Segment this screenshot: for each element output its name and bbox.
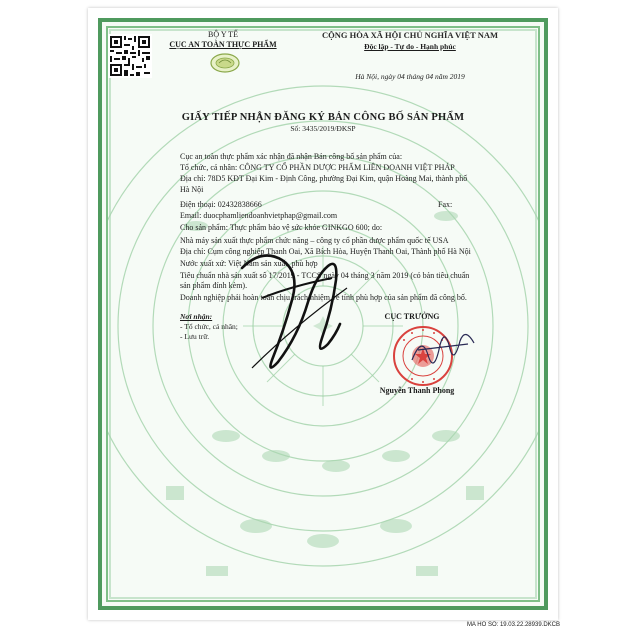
email-line (180, 211, 337, 221)
dossier-code: MA HO SO: 19.03.22.28939.DKCB (466, 622, 560, 628)
department-logo-icon (209, 52, 241, 74)
document-number: Số: 3435/2019/ĐKSP (290, 124, 356, 133)
address-line-2: Hà Nội (180, 185, 204, 194)
intro-line: Cục an toàn thực phẩm xác nhận đã nhận Bản công bố sản phẩm của: (180, 152, 403, 161)
manufacturer-line: Nhà máy sản xuất thực phẩm chức năng – công ty cổ phần dược phẩm quốc tế USA (180, 236, 449, 245)
address-line-1: Địa chỉ: 78D5 KĐT Đại Kim - Định Công, phường Đại Kim, quận Hoàng Mai, thành phố (180, 174, 468, 183)
place-date: Hà Nội, ngày 04 tháng 04 năm 2019 (355, 72, 465, 81)
recipients-label: Nơi nhận: (180, 312, 213, 321)
origin-line: Nước xuất xứ: Việt Nam sản xuất, phù hợp (180, 259, 318, 268)
recipient-item: - Tổ chức, cá nhân; (180, 322, 238, 331)
email-label: Email: (180, 211, 202, 220)
manufacturer-address-line: Địa chỉ: Cụm công nghiệp Thanh Oai, Xã Bích Hòa, Huyện Thanh Oai, Thành phố Hà Nội (180, 247, 471, 256)
fax-line: Fax: (438, 200, 453, 209)
responsibility-line: Doanh nghiệp phải hoàn toàn chịu trách nhiệm về tính phù hợp của sản phẩm đã công bố. (180, 293, 467, 302)
recipients-block (180, 312, 238, 342)
ministry-name: BỘ Y TẾ (208, 30, 238, 39)
recipient-item: - Lưu trữ. (180, 332, 210, 341)
organization-line: Tổ chức, cá nhân: CÔNG TY CỔ PHẦN DƯỢC PHẨM LIÊN DOANH VIỆT PHÁP (180, 163, 455, 172)
email-value: duocphamliendoanhvietphap@gmail.com (203, 211, 338, 220)
director-signature (410, 330, 480, 370)
national-motto: Độc lập - Tự do - Hạnh phúc (364, 42, 456, 51)
standard-line-2: sản phẩm đính kèm). (180, 281, 248, 290)
handwritten-signature-overlay (232, 228, 352, 378)
signer-position: CỤC TRƯỞNG (384, 312, 440, 321)
qr-code (108, 34, 152, 78)
signer-name: Nguyễn Thanh Phong (379, 386, 455, 395)
product-line: Cho sản phẩm: Thực phẩm bảo vệ sức khỏe GINKGO 600; do: (180, 223, 383, 232)
document-title: GIẤY TIẾP NHẬN ĐĂNG KÝ BẢN CÔNG BỐ SẢN PHẨM (181, 112, 465, 123)
standard-line-1: Tiêu chuẩn nhà sản xuất số 17/2019 - TCCS ngày 04 tháng 3 năm 2019 (có bản tiêu chuẩn (180, 271, 470, 280)
country-name: CỘNG HÒA XÃ HỘI CHỦ NGHĨA VIỆT NAM (321, 30, 499, 40)
phone-line: Điện thoại: 02432838666 (180, 200, 262, 209)
department-name: CỤC AN TOÀN THỰC PHẨM (169, 40, 277, 49)
